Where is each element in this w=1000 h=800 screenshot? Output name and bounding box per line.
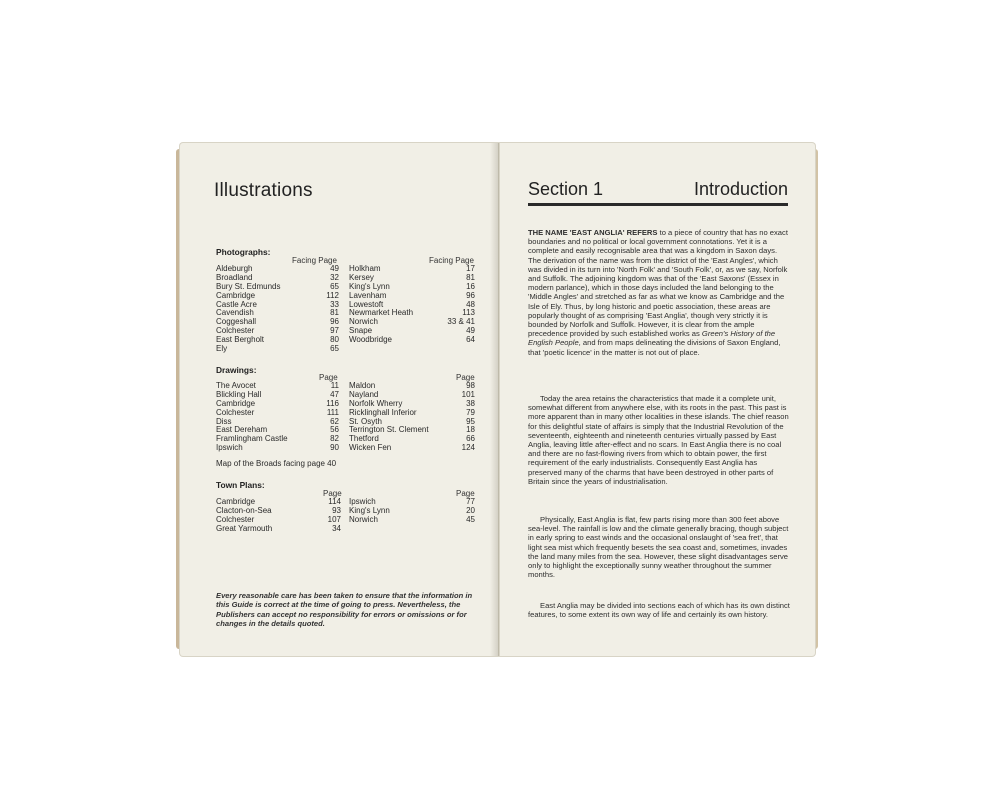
- list-item-name: Cambridge: [216, 398, 256, 408]
- list-item-page: 111: [326, 407, 339, 417]
- town-plans-heading: Town Plans:: [216, 480, 265, 490]
- section-title: Introduction: [693, 179, 788, 199]
- list-item-name: Diss: [216, 416, 232, 426]
- list-item-page: 32: [330, 272, 339, 282]
- list-item-page: 114: [328, 497, 341, 506]
- list-item-page: 11: [330, 381, 339, 390]
- list-item-page: 20: [466, 505, 475, 515]
- drawings-list-left: [216, 382, 339, 453]
- list-item-name: Maldon: [349, 381, 376, 390]
- intro-paragraph-2: [528, 394, 790, 486]
- list-item-page: 66: [466, 434, 475, 444]
- list-item-page: 77: [466, 497, 475, 506]
- list-item-name: Newmarket Heath: [349, 308, 414, 318]
- list-item-page: 16: [466, 281, 475, 291]
- photographs-list-left: [216, 265, 339, 354]
- intro-lead: THE NAME 'EAST ANGLIA' REFERS: [528, 228, 658, 237]
- list-item-name: King's Lynn: [349, 505, 390, 515]
- drawings-list-right: [349, 382, 475, 453]
- list-item: [216, 444, 339, 453]
- list-item-page: 34: [332, 523, 341, 533]
- intro-paragraph-4-text: East Anglia may be divided into sections each of which has its own distinct features, to some extent its own way of life and certainly its own history.: [528, 601, 790, 620]
- list-item-page: 82: [330, 434, 339, 444]
- list-item-name: Cambridge: [216, 290, 256, 300]
- list-item-page: 124: [461, 443, 475, 453]
- list-item-page: 49: [466, 326, 475, 336]
- list-item-name: Blickling Hall: [216, 389, 262, 399]
- list-item-page: 81: [466, 272, 475, 282]
- list-item-page: 45: [466, 514, 475, 524]
- list-item-name: Aldeburgh: [216, 264, 253, 273]
- list-item-name: Ipswich: [216, 443, 243, 453]
- list-item-name: Cavendish: [216, 308, 254, 318]
- list-item-page: 47: [330, 389, 339, 399]
- list-item-name: Thetford: [349, 434, 379, 444]
- list-item-page: 56: [330, 425, 339, 435]
- list-item-name: Ipswich: [349, 497, 376, 506]
- disclaimer-text: Every reasonable care has been taken to ensure that the information in this Guide is correct at the time of going to press. Nevertheless, the Publishers can accept no responsibility for errors or omissions or for changes in the details quoted.: [216, 591, 473, 629]
- list-item-page: 79: [466, 407, 475, 417]
- right-page: [500, 143, 815, 656]
- list-item-name: Norwich: [349, 317, 378, 327]
- list-item-page: 38: [466, 398, 475, 408]
- list-item-page: 81: [330, 308, 339, 318]
- list-item-name: Castle Acre: [216, 299, 257, 309]
- intro-paragraph-1-text-a: to a piece of country that has no exact boundaries and no political or local government connotations. Yet it is a complete and easily recognisable area that was a kingdom in Saxon days. The derivation of the name was from the district of the 'East Angles', which was divided in its turn into 'North Folk' and 'South Folk', or, as we say, Norfolk and Suffolk. The adjoining kingdom was that of the 'East Saxons' (Essex in modern parlance), which in those days included the land belonging to the 'Middle Angles' and stretched as far as what we know as Cambridge and the Isle of Ely. Thus, by long historic and poetic association, these areas are popularly thought of as comprising 'East Anglia', though very strictly it is bounded by Norfolk and Suffolk. However, it is clear from the ample precedence provided by such established works as: [528, 228, 788, 339]
- list-item-name: Snape: [349, 326, 373, 336]
- list-item-page: 101: [461, 389, 475, 399]
- photographs-heading: Photographs:: [216, 247, 271, 257]
- list-item: [216, 409, 339, 418]
- list-item-name: Cambridge: [216, 497, 256, 506]
- drawings-col-header-right: Page: [456, 373, 475, 382]
- list-item-name: Norwich: [349, 514, 378, 524]
- list-item-name: Ely: [216, 344, 228, 354]
- drawings-col-header-left: Page: [319, 373, 338, 382]
- list-item-name: Lavenham: [349, 290, 387, 300]
- list-item-page: 80: [330, 335, 339, 345]
- list-item-page: 18: [466, 425, 475, 435]
- list-item-name: Colchester: [216, 514, 255, 524]
- list-item-name: Colchester: [216, 326, 255, 336]
- list-item: [349, 336, 475, 345]
- intro-paragraph-1: [528, 228, 790, 357]
- list-item-page: 62: [330, 416, 339, 426]
- list-item-page: 95: [466, 416, 475, 426]
- list-item-page: 96: [466, 290, 475, 300]
- list-item-name: Lowestoft: [349, 299, 384, 309]
- list-item-name: St. Osyth: [349, 416, 382, 426]
- intro-paragraph-2-text: Today the area retains the characteristics that made it a complete unit, somewhat different from anywhere else, with its roots in the past. This past is more apparent than in many other localities in these islands. The chief reason for this delightful state of affairs is simply that the Industrial Revolution of the seventeenth, eighteenth and nineteenth centuries virtually passed by East Anglia, leaving little after-effect and no scars. In East Anglia there is no coal and there are no fast-flowing rivers from which to obtain power, the first requirement of the early industrialists. Consequently East Anglia has preserved many of the charms that have been destroyed in other parts of Britain since the years of industrialisation.: [528, 394, 789, 486]
- town-plans-list-left: [216, 498, 341, 534]
- list-item-name: Terrington St. Clement: [349, 425, 429, 435]
- list-item: [216, 525, 341, 534]
- list-item: [216, 336, 339, 345]
- photographs-col-header-left: Facing Page: [292, 256, 337, 265]
- intro-paragraph-3-text: Physically, East Anglia is flat, few parts rising more than 300 feet above sea-level. The rainfall is low and the climate generally bracing, though subject in early spring to east winds and the occasional onslaught of 'sea fret', that light sea mist which frequently besets the sea coast and, sometimes, invades the land many miles from the sea. However, these slight disadvantages serve only to highlight the exceptionally sunny weather throughout the summer months.: [528, 515, 789, 580]
- list-item-name: Coggeshall: [216, 317, 257, 327]
- photographs-col-header-right: Facing Page: [429, 256, 474, 265]
- list-item-name: Ricklinghall Inferior: [349, 407, 417, 417]
- town-plans-col-header-left: Page: [323, 489, 342, 498]
- list-item-page: 93: [332, 505, 341, 515]
- list-item: [216, 345, 339, 354]
- intro-paragraph-3: [528, 515, 790, 579]
- list-item-name: Framlingham Castle: [216, 434, 288, 444]
- section-label: Section 1: [528, 179, 604, 199]
- list-item-page: 113: [462, 308, 475, 318]
- map-of-broads-line: Map of the Broads facing page 40: [216, 459, 337, 468]
- list-item-page: 112: [326, 290, 339, 300]
- intro-book-title: Green's History of the English People: [528, 329, 776, 348]
- list-item-page: 65: [330, 281, 339, 291]
- list-item-page: 116: [326, 398, 339, 408]
- list-item-name: Holkham: [349, 264, 381, 273]
- list-item-name: Colchester: [216, 407, 255, 417]
- list-item-page: 90: [330, 443, 339, 453]
- list-item: [349, 444, 475, 453]
- illustrations-title: Illustrations: [214, 180, 313, 201]
- list-item-page: 33: [330, 299, 339, 309]
- list-item-page: 96: [330, 317, 339, 327]
- list-item-page: 107: [327, 514, 341, 524]
- list-item: [349, 516, 475, 525]
- list-item-page: 65: [330, 344, 339, 354]
- intro-paragraph-1-text-b: , and from maps delineating the divisions of Saxon England, that 'poetic licence' in the matter is not out of place.: [528, 338, 781, 357]
- drawings-heading: Drawings:: [216, 365, 257, 375]
- list-item-name: Nayland: [349, 389, 379, 399]
- intro-paragraph-4: [528, 601, 790, 619]
- photographs-list-right: [349, 265, 475, 345]
- left-page: [180, 143, 498, 656]
- list-item-name: Bury St. Edmunds: [216, 281, 281, 291]
- list-item-page: 97: [330, 326, 339, 336]
- town-plans-list-right: [349, 498, 475, 525]
- list-item-page: 33 & 41: [447, 317, 475, 327]
- heading-rule: [528, 203, 788, 206]
- list-item-page: 64: [466, 335, 475, 345]
- list-item-name: Wicken Fen: [349, 443, 392, 453]
- list-item-name: Broadland: [216, 272, 253, 282]
- list-item-name: Great Yarmouth: [216, 523, 273, 533]
- list-item-name: Woodbridge: [349, 335, 392, 345]
- list-item-page: 48: [466, 299, 475, 309]
- open-book: [180, 143, 815, 656]
- list-item-page: 17: [466, 264, 475, 273]
- list-item-name: King's Lynn: [349, 281, 390, 291]
- list-item-page: 98: [466, 381, 475, 390]
- list-item-name: The Avocet: [216, 381, 256, 390]
- list-item-page: 49: [330, 264, 339, 273]
- list-item-name: Clacton-on-Sea: [216, 505, 272, 515]
- list-item-name: Kersey: [349, 272, 374, 282]
- list-item-name: Norfolk Wherry: [349, 398, 403, 408]
- list-item-name: East Bergholt: [216, 335, 265, 345]
- town-plans-col-header-right: Page: [456, 489, 475, 498]
- list-item-name: East Dereham: [216, 425, 268, 435]
